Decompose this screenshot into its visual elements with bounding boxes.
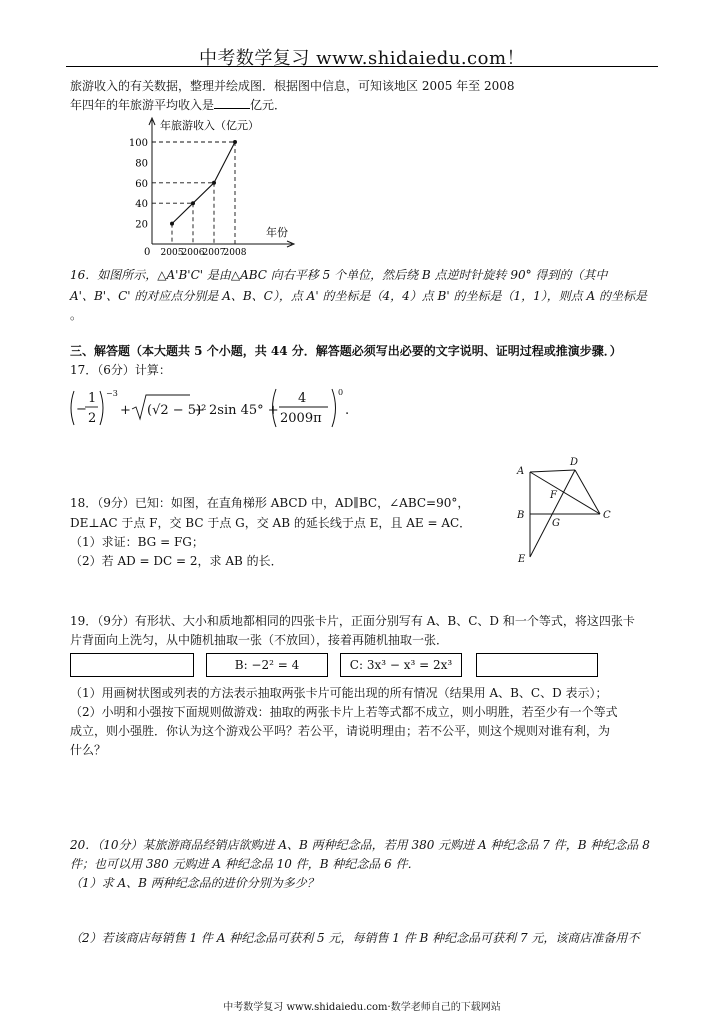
x-tick-label: 2006 bbox=[181, 248, 205, 258]
paren-left-1 bbox=[71, 391, 74, 425]
y-axis-label: 年旅游收入（亿元） bbox=[160, 119, 259, 132]
x-tick-label: 2007 bbox=[202, 248, 226, 258]
plus-1: + bbox=[120, 403, 131, 418]
data-point bbox=[212, 181, 216, 185]
origin-label: 0 bbox=[144, 247, 151, 258]
y-tick-label: 60 bbox=[135, 178, 148, 190]
segment-AC bbox=[530, 472, 600, 514]
q20-line4: （2）若该商店每销售 1 件 A 种纪念品可获利 5 元，每销售 1 件 B 种纪念品可获利 7 元，该商店准备用不 bbox=[70, 931, 640, 945]
frac1-den: 2 bbox=[88, 411, 97, 426]
label-G: G bbox=[552, 518, 560, 529]
tourism-income-chart bbox=[120, 112, 300, 264]
q19-q2-line1: （2）小明和小强按下面规则做游戏：抽取的两张卡片上若等式都不成立，则小明胜，若至少有一个等式 bbox=[70, 705, 618, 719]
q16-line2: A'、B'、C' 的对应点分别是 A、B、C），点 A' 的坐标是（4，4）点 B' 的坐标是（1，1），则点 A 的坐标是 bbox=[70, 289, 648, 303]
data-point bbox=[191, 201, 195, 205]
q17-expression bbox=[66, 385, 366, 431]
frac1-sign: − bbox=[76, 402, 87, 417]
q15-line1: 旅游收入的有关数据，整理并绘成图．根据图中信息，可知该地区 2005 年至 2008 bbox=[70, 79, 515, 93]
frac2-num: 4 bbox=[298, 391, 307, 406]
label-B: B bbox=[517, 510, 525, 521]
card-a bbox=[70, 653, 194, 677]
page-header-title: 中考数学复习 www.shidaiedu.com！ bbox=[198, 48, 526, 69]
q20-line2: 件；也可以用 380 元购进 A 种纪念品 10 件，B 种纪念品 6 件． bbox=[70, 857, 420, 871]
q18-line4: （2）若 AD = DC = 2，求 AB 的长． bbox=[70, 554, 283, 568]
x-tick-label: 2005 bbox=[160, 248, 184, 258]
answer-blank bbox=[214, 96, 250, 109]
x-tick-label: 2008 bbox=[223, 248, 247, 258]
card-d bbox=[476, 653, 598, 677]
x-axis-label: 年份 bbox=[266, 226, 288, 239]
segment-DC bbox=[575, 470, 600, 514]
frac1-num: 1 bbox=[88, 391, 97, 406]
expr-end: . bbox=[345, 403, 350, 418]
y-tick-label: 100 bbox=[128, 138, 148, 149]
y-tick-label: 80 bbox=[135, 158, 148, 170]
label-C: C bbox=[603, 510, 611, 521]
card-b: B: −2² = 4 bbox=[206, 653, 328, 677]
q17-label: 17．（6分）计算： bbox=[70, 363, 171, 377]
q15-line2-after: 亿元． bbox=[250, 98, 287, 112]
frac1-exp: −3 bbox=[106, 389, 118, 398]
label-F: F bbox=[550, 490, 557, 501]
q19-q1: （1）用画树状图或列表的方法表示抽取两张卡片可能出现的所有情况（结果用 A、B、C、D 表示）； bbox=[70, 686, 608, 700]
q19-q2-line3: 什么？ bbox=[70, 743, 107, 757]
label-A: A bbox=[517, 466, 525, 477]
frac2-den: 2009π bbox=[280, 411, 322, 426]
q16-line3: 。 bbox=[70, 308, 83, 322]
section3-title: 三、解答题（本大题共 5 个小题，共 44 分．解答题必须写出必要的文字说明、证明过程或推演步骤．） bbox=[70, 344, 622, 358]
data-point bbox=[233, 140, 237, 144]
q19-line2: 片背面向上洗匀，从中随机抽取一张（不放回），接着再随机抽取一张． bbox=[70, 633, 449, 647]
frac2-exp: 0 bbox=[338, 388, 344, 397]
q19-line1: 19．（9分）有形状、大小和质地都相同的四张卡片，正面分别写有 A、B、C、D 和一个等式，将这四张卡 bbox=[70, 614, 635, 628]
page-footer: 中考数学复习 www.shidaiedu.com·数学老师自己的下载网站 bbox=[223, 1002, 501, 1013]
sqrt-content: (√2 − 5)² bbox=[147, 403, 207, 418]
segment-AD bbox=[530, 470, 575, 472]
y-tick-label: 20 bbox=[135, 219, 148, 231]
data-point bbox=[170, 222, 174, 226]
q15-line2-before: 年四年的年旅游平均收入是 bbox=[70, 98, 215, 112]
q19-q2-line2: 成立，则小强胜．你认为这个游戏公平吗？若公平，请说明理由；若不公平，则这个规则对谁有利，为 bbox=[70, 724, 611, 738]
paren-right-2 bbox=[332, 389, 336, 427]
label-D: D bbox=[570, 457, 579, 468]
q20-line3: （1）求 A、B 两种纪念品的进价分别为多少？ bbox=[70, 876, 319, 890]
q16-line1: 16．如图所示，△A'B'C' 是由△ABC 向右平移 5 个单位，然后绕 B 点逆时针旋转 90° 得到的（其中 bbox=[70, 268, 608, 282]
trapezoid-figure bbox=[508, 452, 628, 568]
q18-line3: （1）求证：BG = FG； bbox=[70, 535, 204, 549]
header-rule bbox=[66, 66, 658, 67]
q20-line1: 20．（10分）某旅游商品经销店欲购进 A、B 两种纪念品，若用 380 元购进 A 种纪念品 7 件，B 种纪念品 8 bbox=[70, 838, 650, 852]
plus-2: + 2sin 45° + bbox=[194, 403, 279, 418]
card-c: C: 3x³ − x³ = 2x³ bbox=[340, 653, 462, 677]
paren-right-1 bbox=[100, 391, 103, 425]
y-tick-label: 40 bbox=[135, 199, 148, 211]
q18-line1: 18．（9分）已知：如图，在直角梯形 ABCD 中，AD∥BC，∠ABC=90°， bbox=[70, 496, 470, 510]
q18-line2: DE⊥AC 于点 F，交 BC 于点 G，交 AB 的延长线于点 E，且 AE = AC． bbox=[70, 516, 472, 530]
label-E: E bbox=[518, 554, 526, 565]
